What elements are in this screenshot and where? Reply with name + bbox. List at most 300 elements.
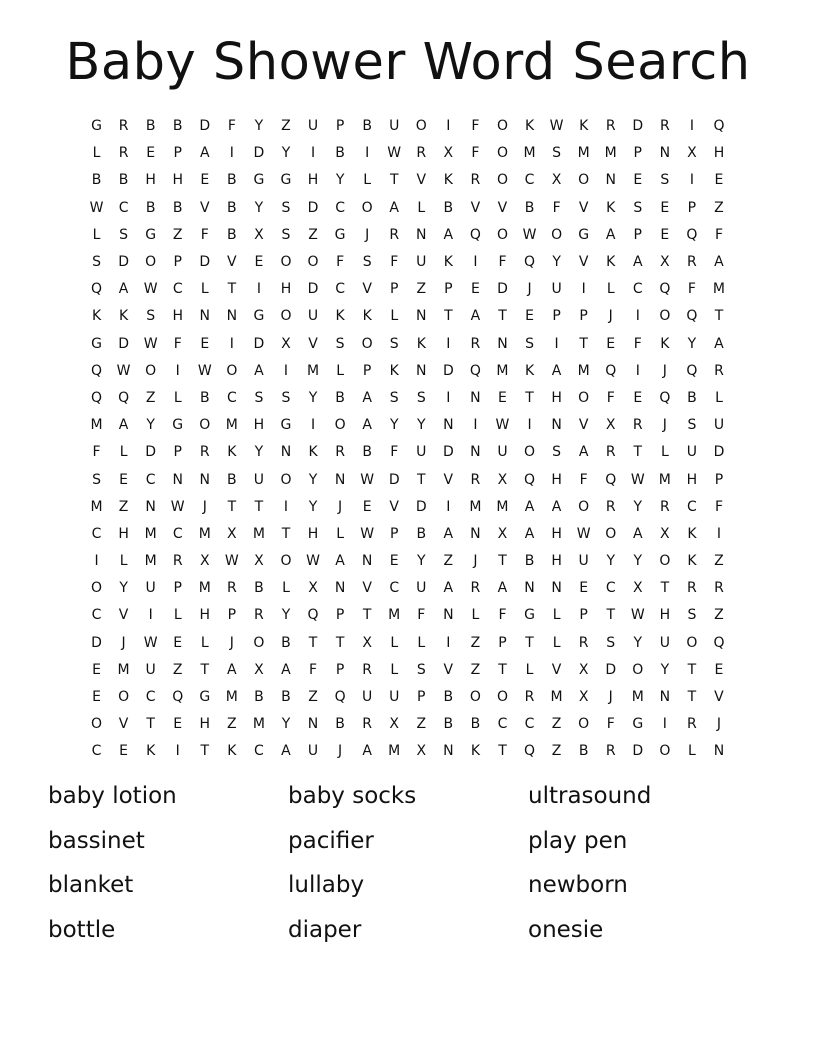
grid-row bbox=[83, 195, 733, 222]
grid-letter: O bbox=[578, 498, 590, 515]
grid-letter: I bbox=[662, 716, 667, 733]
grid-letter: O bbox=[91, 716, 103, 733]
grid-letter: L bbox=[363, 172, 372, 189]
grid-letter: L bbox=[173, 389, 182, 406]
grid-letter: T bbox=[254, 498, 264, 515]
grid-letter: V bbox=[551, 661, 562, 678]
grid-letter: N bbox=[443, 607, 454, 624]
grid-letter: Y bbox=[633, 634, 643, 651]
grid-letter: K bbox=[362, 308, 372, 325]
grid-letter: D bbox=[307, 199, 319, 216]
grid-letter: E bbox=[173, 716, 183, 733]
grid-letter: R bbox=[605, 498, 616, 515]
grid-letter: Z bbox=[714, 553, 724, 570]
grid-letter: W bbox=[630, 471, 645, 488]
word-list-item: pacifier bbox=[288, 827, 374, 854]
grid-letter: J bbox=[338, 743, 343, 760]
grid-letter: B bbox=[172, 199, 183, 216]
grid-letter: P bbox=[552, 308, 561, 325]
grid-letter: B bbox=[227, 471, 237, 488]
grid-letter: I bbox=[148, 607, 153, 624]
grid-letter: E bbox=[470, 281, 480, 298]
grid-letter: A bbox=[551, 498, 562, 515]
grid-letter: P bbox=[579, 607, 588, 624]
grid-letter: W bbox=[360, 471, 375, 488]
grid-letter: R bbox=[714, 362, 724, 379]
grid-letter: H bbox=[551, 389, 562, 406]
grid-letter: G bbox=[172, 417, 184, 434]
grid-letter: U bbox=[389, 118, 400, 135]
grid-letter: R bbox=[362, 661, 373, 678]
grid-letter: L bbox=[282, 580, 290, 597]
grid-letter: E bbox=[92, 689, 101, 706]
grid-letter: G bbox=[280, 417, 292, 434]
grid-letter: F bbox=[336, 254, 345, 271]
grid-letter: X bbox=[632, 580, 643, 597]
grid-letter: I bbox=[310, 145, 316, 162]
grid-letter: U bbox=[416, 580, 427, 597]
grid-letter: X bbox=[687, 145, 697, 162]
grid-letter: K bbox=[524, 362, 535, 379]
grid-letter: O bbox=[496, 118, 508, 135]
grid-letter: K bbox=[308, 444, 318, 461]
grid-letter: P bbox=[173, 444, 182, 461]
grid-letter: Q bbox=[524, 254, 536, 271]
grid-letter: H bbox=[307, 525, 319, 542]
grid-letter: T bbox=[660, 580, 670, 597]
grid-letter: C bbox=[91, 743, 102, 760]
grid-letter: K bbox=[579, 118, 589, 135]
grid-letter: R bbox=[687, 580, 697, 597]
grid-letter: F bbox=[227, 118, 236, 135]
grid-letter: F bbox=[471, 145, 480, 162]
grid-letter: L bbox=[119, 444, 128, 461]
grid-letter: J bbox=[338, 498, 343, 515]
grid-letter: U bbox=[578, 553, 589, 570]
grid-letter: M bbox=[577, 145, 590, 162]
grid-letter: R bbox=[118, 118, 129, 135]
grid-letter: E bbox=[606, 335, 616, 352]
word-list-item: onesie bbox=[528, 916, 604, 943]
grid-row bbox=[83, 684, 733, 711]
grid-letter: W bbox=[197, 362, 212, 379]
grid-letter: X bbox=[254, 226, 264, 243]
grid-letter: L bbox=[552, 607, 561, 624]
grid-letter: U bbox=[307, 118, 319, 135]
grid-letter: Q bbox=[91, 362, 103, 379]
grid-letter: B bbox=[145, 199, 156, 216]
grid-letter: O bbox=[524, 444, 536, 461]
grid-letter: W bbox=[306, 553, 320, 570]
grid-letter: N bbox=[551, 417, 562, 434]
grid-letter: X bbox=[389, 716, 400, 733]
grid-letter: F bbox=[714, 498, 723, 515]
word-list-item: ultrasound bbox=[528, 783, 652, 809]
grid-letter: U bbox=[362, 689, 373, 706]
grid-letter: N bbox=[551, 580, 562, 597]
grid-letter: L bbox=[200, 634, 209, 651]
grid-letter: U bbox=[145, 580, 156, 597]
grid-letter: N bbox=[470, 444, 481, 461]
grid-letter: Y bbox=[308, 471, 318, 488]
grid-letter: G bbox=[199, 689, 211, 706]
grid-letter: S bbox=[281, 226, 291, 243]
word-list-item: play pen bbox=[528, 827, 628, 854]
grid-letter: O bbox=[632, 661, 644, 678]
grid-letter: O bbox=[361, 199, 373, 216]
grid-letter: W bbox=[360, 525, 375, 542]
grid-letter: F bbox=[498, 607, 507, 624]
grid-letter: L bbox=[200, 281, 209, 298]
grid-letter: C bbox=[226, 389, 237, 406]
grid-letter: D bbox=[442, 444, 454, 461]
grid-letter: R bbox=[659, 118, 670, 135]
grid-letter: B bbox=[443, 199, 454, 216]
grid-letter: L bbox=[390, 308, 399, 325]
grid-letter: Z bbox=[308, 689, 318, 706]
grid-letter: V bbox=[362, 580, 372, 597]
grid-letter: H bbox=[199, 716, 211, 733]
grid-letter: E bbox=[525, 308, 534, 325]
grid-letter: S bbox=[119, 226, 129, 243]
grid-row bbox=[83, 222, 733, 249]
grid-letter: Y bbox=[281, 716, 291, 733]
grid-letter: T bbox=[200, 743, 210, 760]
grid-letter: X bbox=[254, 553, 264, 570]
grid-letter: O bbox=[496, 172, 508, 189]
grid-letter: S bbox=[92, 471, 101, 488]
grid-letter: S bbox=[92, 254, 101, 271]
grid-letter: N bbox=[199, 308, 211, 325]
grid-letter: U bbox=[497, 444, 508, 461]
grid-letter: Y bbox=[281, 145, 291, 162]
grid-letter: J bbox=[202, 498, 207, 515]
grid-letter: D bbox=[199, 118, 211, 135]
grid-letter: X bbox=[497, 525, 508, 542]
grid-letter: K bbox=[389, 362, 399, 379]
grid-letter: I bbox=[175, 743, 180, 760]
grid-letter: Q bbox=[118, 389, 130, 406]
grid-letter: A bbox=[362, 417, 372, 434]
grid-letter: R bbox=[714, 580, 724, 597]
grid-letter: L bbox=[715, 389, 723, 406]
grid-letter: M bbox=[631, 689, 644, 706]
grid-letter: C bbox=[254, 743, 264, 760]
grid-letter: R bbox=[362, 716, 373, 733]
grid-letter: K bbox=[443, 254, 453, 271]
grid-letter: Z bbox=[416, 716, 427, 733]
grid-letter: J bbox=[608, 308, 613, 325]
grid-letter: R bbox=[470, 580, 481, 597]
grid-letter: M bbox=[604, 145, 617, 162]
grid-row bbox=[83, 385, 733, 412]
grid-letter: B bbox=[687, 389, 697, 406]
grid-letter: S bbox=[660, 172, 670, 189]
grid-letter: Z bbox=[416, 281, 427, 298]
grid-letter: C bbox=[145, 689, 156, 706]
grid-letter: B bbox=[91, 172, 102, 189]
grid-letter: C bbox=[118, 199, 129, 216]
grid-letter: B bbox=[227, 226, 237, 243]
word-list-item: diaper bbox=[288, 916, 362, 943]
grid-letter: O bbox=[307, 254, 319, 271]
grid-letter: H bbox=[199, 607, 211, 624]
grid-letter: L bbox=[688, 743, 696, 760]
grid-letter: V bbox=[578, 254, 589, 271]
grid-letter: Y bbox=[308, 389, 318, 406]
grid-letter: Q bbox=[686, 308, 698, 325]
grid-letter: E bbox=[173, 634, 183, 651]
grid-letter: S bbox=[254, 389, 264, 406]
grid-letter: K bbox=[606, 199, 616, 216]
grid-letter: M bbox=[225, 417, 238, 434]
grid-letter: D bbox=[388, 471, 400, 488]
grid-row bbox=[83, 738, 733, 765]
grid-letter: P bbox=[362, 362, 372, 379]
grid-letter: H bbox=[280, 281, 292, 298]
grid-letter: W bbox=[549, 118, 564, 135]
grid-letter: H bbox=[172, 308, 183, 325]
grid-letter: N bbox=[605, 172, 616, 189]
grid-row bbox=[83, 494, 733, 521]
grid-letter: C bbox=[91, 525, 102, 542]
grid-letter: C bbox=[145, 471, 156, 488]
grid-letter: I bbox=[283, 498, 289, 515]
grid-letter: A bbox=[335, 553, 345, 570]
word-list-item: bottle bbox=[48, 916, 116, 943]
grid-letter: S bbox=[281, 199, 291, 216]
grid-letter: Q bbox=[307, 607, 319, 624]
grid-letter: M bbox=[658, 471, 671, 488]
grid-letter: B bbox=[335, 145, 345, 162]
grid-letter: B bbox=[524, 553, 535, 570]
grid-letter: A bbox=[524, 525, 535, 542]
grid-letter: Y bbox=[660, 661, 670, 678]
grid-letter: V bbox=[227, 254, 237, 271]
grid-letter: O bbox=[91, 580, 103, 597]
grid-letter: S bbox=[552, 444, 562, 461]
grid-letter: W bbox=[387, 145, 402, 162]
grid-letter: G bbox=[253, 308, 265, 325]
grid-letter: N bbox=[443, 743, 454, 760]
grid-letter: B bbox=[227, 172, 237, 189]
grid-letter: O bbox=[659, 553, 671, 570]
grid-letter: S bbox=[687, 417, 697, 434]
grid-letter: P bbox=[173, 580, 182, 597]
grid-letter: O bbox=[578, 172, 590, 189]
grid-letter: K bbox=[606, 254, 616, 271]
word-list-item: bassinet bbox=[48, 827, 145, 854]
grid-letter: L bbox=[390, 661, 399, 678]
grid-letter: Z bbox=[551, 716, 562, 733]
grid-letter: A bbox=[632, 254, 643, 271]
grid-letter: R bbox=[632, 417, 643, 434]
grid-letter: W bbox=[224, 553, 239, 570]
grid-letter: H bbox=[307, 172, 319, 189]
grid-letter: X bbox=[551, 172, 562, 189]
grid-letter: E bbox=[660, 199, 670, 216]
grid-letter: J bbox=[527, 281, 532, 298]
grid-letter: C bbox=[524, 172, 535, 189]
grid-letter: K bbox=[660, 335, 670, 352]
grid-letter: R bbox=[524, 689, 535, 706]
grid-letter: F bbox=[92, 444, 101, 461]
grid-letter: G bbox=[578, 226, 590, 243]
grid-letter: S bbox=[362, 254, 372, 271]
grid-letter: F bbox=[471, 118, 480, 135]
grid-letter: F bbox=[390, 254, 399, 271]
grid-letter: W bbox=[116, 362, 131, 379]
grid-letter: I bbox=[635, 362, 640, 379]
grid-letter: A bbox=[362, 389, 372, 406]
grid-letter: L bbox=[606, 281, 615, 298]
grid-letter: T bbox=[200, 661, 210, 678]
grid-letter: I bbox=[716, 525, 722, 542]
grid-letter: D bbox=[713, 444, 725, 461]
grid-letter: L bbox=[336, 525, 344, 542]
grid-letter: D bbox=[118, 335, 129, 352]
grid-letter: D bbox=[497, 281, 508, 298]
grid-letter: K bbox=[227, 743, 237, 760]
grid-letter: S bbox=[146, 308, 156, 325]
grid-letter: O bbox=[334, 417, 346, 434]
grid-letter: R bbox=[687, 254, 697, 271]
grid-letter: I bbox=[175, 362, 180, 379]
grid-letter: W bbox=[495, 417, 510, 434]
grid-letter: H bbox=[145, 172, 156, 189]
grid-letter: F bbox=[417, 607, 426, 624]
grid-letter: M bbox=[144, 553, 157, 570]
grid-row bbox=[83, 630, 733, 657]
grid-letter: U bbox=[416, 254, 427, 271]
grid-letter: P bbox=[633, 226, 642, 243]
grid-letter: Y bbox=[687, 335, 697, 352]
grid-letter: R bbox=[470, 172, 481, 189]
grid-letter: Q bbox=[605, 362, 617, 379]
grid-letter: M bbox=[523, 145, 536, 162]
grid-letter: O bbox=[659, 308, 671, 325]
grid-letter: B bbox=[254, 689, 264, 706]
grid-letter: M bbox=[198, 580, 211, 597]
grid-letter: R bbox=[659, 498, 670, 515]
grid-letter: R bbox=[578, 634, 589, 651]
grid-letter: D bbox=[632, 118, 644, 135]
grid-letter: A bbox=[254, 362, 264, 379]
grid-letter: P bbox=[714, 471, 724, 488]
grid-letter: O bbox=[361, 335, 373, 352]
grid-letter: R bbox=[470, 471, 481, 488]
grid-letter: C bbox=[91, 607, 102, 624]
grid-letter: V bbox=[118, 716, 129, 733]
grid-letter: X bbox=[416, 743, 427, 760]
grid-letter: Q bbox=[659, 389, 671, 406]
grid-letter: X bbox=[443, 145, 454, 162]
grid-letter: D bbox=[442, 362, 454, 379]
grid-letter: T bbox=[498, 661, 507, 678]
grid-letter: F bbox=[498, 254, 507, 271]
grid-letter: T bbox=[227, 498, 237, 515]
grid-letter: L bbox=[119, 553, 128, 570]
grid-letter: L bbox=[92, 226, 101, 243]
grid-letter: Y bbox=[389, 417, 399, 434]
grid-letter: J bbox=[716, 716, 722, 733]
grid-letter: Z bbox=[714, 607, 724, 624]
grid-letter: D bbox=[253, 145, 265, 162]
grid-letter: W bbox=[89, 199, 104, 216]
grid-letter: T bbox=[308, 634, 318, 651]
grid-letter: A bbox=[524, 498, 535, 515]
grid-letter: W bbox=[143, 634, 158, 651]
grid-letter: B bbox=[118, 172, 129, 189]
grid-letter: B bbox=[362, 118, 372, 135]
grid-letter: R bbox=[254, 607, 264, 624]
grid-letter: S bbox=[416, 389, 426, 406]
grid-letter: M bbox=[144, 525, 157, 542]
grid-letter: J bbox=[608, 689, 613, 706]
grid-letter: X bbox=[362, 634, 372, 651]
grid-letter: V bbox=[714, 689, 724, 706]
grid-letter: M bbox=[496, 498, 509, 515]
grid-letter: C bbox=[632, 281, 643, 298]
grid-letter: T bbox=[714, 308, 724, 325]
grid-letter: U bbox=[416, 444, 427, 461]
grid-letter: X bbox=[281, 335, 291, 352]
grid-letter: S bbox=[416, 661, 426, 678]
grid-letter: Y bbox=[633, 498, 643, 515]
grid-letter: I bbox=[446, 118, 451, 135]
grid-letter: U bbox=[551, 281, 562, 298]
grid-letter: I bbox=[229, 335, 234, 352]
grid-letter: Z bbox=[281, 118, 291, 135]
grid-letter: A bbox=[199, 145, 210, 162]
grid-letter: D bbox=[118, 254, 129, 271]
grid-letter: O bbox=[280, 308, 292, 325]
grid-letter: R bbox=[199, 444, 210, 461]
grid-row bbox=[83, 466, 733, 493]
grid-letter: L bbox=[92, 145, 101, 162]
grid-letter: Z bbox=[145, 389, 156, 406]
grid-letter: E bbox=[633, 389, 643, 406]
grid-letter: E bbox=[146, 145, 156, 162]
grid-letter: M bbox=[550, 689, 563, 706]
grid-letter: H bbox=[253, 417, 265, 434]
grid-letter: O bbox=[578, 389, 590, 406]
grid-letter: R bbox=[335, 444, 345, 461]
grid-letter: H bbox=[551, 525, 562, 542]
grid-letter: F bbox=[579, 471, 588, 488]
grid-letter: Y bbox=[254, 199, 264, 216]
grid-letter: M bbox=[712, 281, 726, 298]
grid-letter: M bbox=[90, 498, 103, 515]
grid-letter: M bbox=[496, 362, 509, 379]
grid-letter: Q bbox=[686, 362, 698, 379]
grid-letter: A bbox=[497, 580, 508, 597]
grid-letter: N bbox=[470, 525, 481, 542]
page-title: Baby Shower Word Search bbox=[65, 33, 751, 92]
grid-row bbox=[83, 113, 733, 140]
grid-letter: T bbox=[444, 308, 453, 325]
grid-letter: G bbox=[280, 172, 292, 189]
grid-letter: D bbox=[199, 254, 211, 271]
grid-letter: V bbox=[118, 607, 129, 624]
grid-letter: Q bbox=[334, 689, 346, 706]
grid-letter: K bbox=[524, 118, 535, 135]
grid-letter: X bbox=[308, 580, 318, 597]
grid-letter: I bbox=[446, 389, 451, 406]
grid-letter: O bbox=[496, 226, 508, 243]
grid-row bbox=[83, 439, 733, 466]
grid-letter: E bbox=[119, 743, 129, 760]
